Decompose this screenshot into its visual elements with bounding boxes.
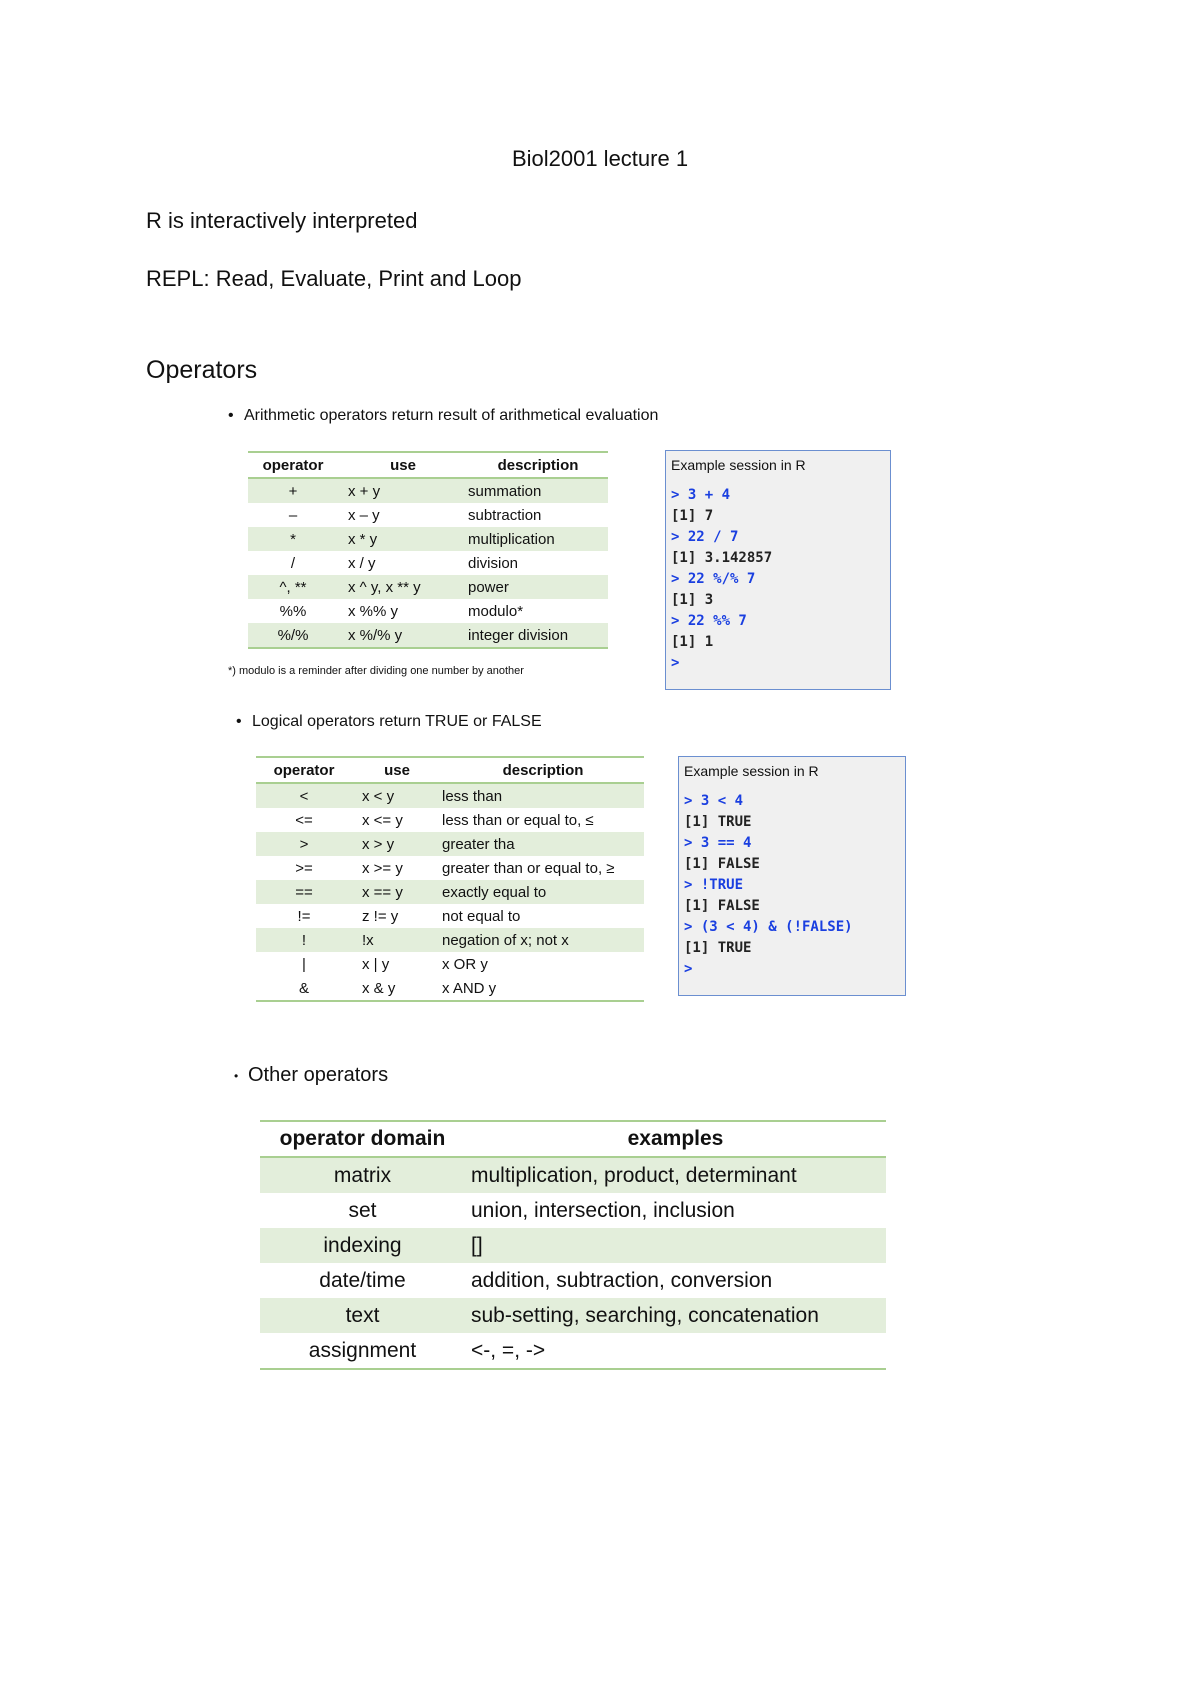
session-output-line: [1] 3	[671, 592, 714, 608]
cell-description: not equal to	[442, 907, 521, 925]
cell-operator: ==	[256, 880, 352, 904]
header-examples: examples	[465, 1121, 886, 1157]
table-header-row	[260, 1121, 886, 1157]
cell-domain: text	[260, 1298, 465, 1333]
header-description: description	[442, 757, 644, 783]
arithmetic-r-session-box	[665, 450, 891, 690]
arithmetic-operators-table	[248, 451, 608, 649]
table-row	[256, 928, 644, 952]
table-header-row	[256, 757, 644, 783]
table-row	[260, 1157, 886, 1193]
table-row	[248, 623, 608, 648]
cell-description: integer division	[468, 623, 608, 648]
bullet-arithmetic-text: Arithmetic operators return result of arithmetical evaluation	[244, 407, 659, 424]
cell-domain: date/time	[319, 1268, 406, 1292]
cell-use: x / y	[348, 554, 376, 572]
cell-description: negation of x; not x	[442, 928, 644, 952]
table-row	[256, 856, 644, 880]
table-row	[248, 599, 608, 623]
cell-use: x < y	[352, 783, 442, 808]
cell-use: z != y	[362, 907, 399, 925]
session-caption: Example session in R	[684, 763, 819, 779]
session-input-line: > 3 < 4	[684, 793, 744, 809]
cell-description: power	[468, 575, 608, 599]
table-row	[248, 527, 608, 551]
bullet-arithmetic	[228, 407, 658, 425]
table-row	[248, 478, 608, 503]
modulo-footnote: *) modulo is a reminder after dividing one number by another	[228, 665, 524, 677]
session-input-line: > (3 < 4) & (!FALSE)	[684, 919, 853, 935]
cell-use: x > y	[352, 832, 442, 856]
cell-operator: >=	[295, 859, 313, 877]
cell-description: exactly equal to	[442, 880, 644, 904]
cell-use: x & y	[352, 976, 442, 1001]
cell-description: greater tha	[442, 832, 644, 856]
cell-operator: +	[248, 478, 338, 503]
session-input-line: > 22 %/% 7	[671, 571, 756, 587]
session-output-line: [1] 1	[671, 634, 714, 650]
bullet-dot-icon: •	[228, 407, 234, 424]
cell-description: division	[468, 554, 519, 572]
cell-examples: <-, =, ->	[465, 1333, 886, 1369]
cell-use: !x	[352, 928, 442, 952]
table-row	[256, 976, 644, 1001]
cell-description: greater than or equal to, ≥	[442, 859, 615, 877]
table-row	[248, 503, 608, 527]
bullet-other-text: Other operators	[248, 1064, 389, 1086]
cell-operator: /	[290, 554, 296, 572]
cell-operator: >	[256, 832, 352, 856]
cell-domain: indexing	[260, 1228, 465, 1263]
cell-description: modulo*	[468, 602, 524, 620]
bullet-dot-icon: •	[236, 713, 242, 730]
session-output-line: [1] FALSE	[684, 898, 760, 914]
cell-use: x %% y	[348, 602, 399, 620]
cell-description: subtraction	[468, 506, 542, 524]
header-description: description	[468, 452, 608, 478]
cell-operator: <	[256, 783, 352, 808]
table-row	[260, 1298, 886, 1333]
table-row	[248, 551, 608, 575]
cell-description: less than	[442, 783, 644, 808]
session-output-line: [1] TRUE	[684, 940, 752, 956]
cell-description: summation	[468, 478, 608, 503]
table-row	[260, 1333, 886, 1369]
session-input-line: > 22 %% 7	[671, 613, 747, 629]
header-operator: operator	[256, 757, 352, 783]
intro-line-repl: REPL: Read, Evaluate, Print and Loop	[146, 266, 522, 291]
intro-line-interpreted: R is interactively interpreted	[146, 208, 418, 233]
header-operator: operator	[248, 452, 338, 478]
bullet-logical-text: Logical operators return TRUE or FALSE	[252, 713, 542, 730]
header-use: use	[352, 757, 442, 783]
cell-operator: <=	[295, 811, 313, 829]
cell-operator: |	[302, 955, 306, 973]
session-prompt: >	[671, 655, 680, 671]
cell-operator: !=	[297, 907, 311, 925]
cell-operator: &	[256, 976, 352, 1001]
cell-use: x == y	[352, 880, 442, 904]
cell-use: x <= y	[362, 811, 403, 829]
bullet-logical	[236, 713, 542, 731]
cell-operator: –	[288, 506, 298, 524]
cell-description: multiplication	[468, 527, 608, 551]
cell-operator: ^, **	[248, 575, 338, 599]
session-output-line: [1] 7	[671, 508, 714, 524]
table-row	[248, 575, 608, 599]
cell-domain: assignment	[260, 1333, 465, 1369]
cell-description: x OR y	[442, 955, 488, 973]
session-caption: Example session in R	[671, 457, 806, 473]
cell-operator: %/%	[248, 623, 338, 648]
cell-operator: %%	[279, 602, 307, 620]
cell-use: x + y	[338, 478, 468, 503]
header-operator-domain: operator domain	[260, 1121, 465, 1157]
logical-operators-table	[256, 756, 644, 1002]
cell-use: x * y	[338, 527, 468, 551]
header-use: use	[338, 452, 468, 478]
cell-use: x >= y	[362, 859, 403, 877]
table-row	[256, 832, 644, 856]
session-output-line: [1] FALSE	[684, 856, 760, 872]
session-input-line: > 3 + 4	[671, 487, 731, 503]
cell-use: x ^ y, x ** y	[338, 575, 468, 599]
cell-examples: multiplication, product, determinant	[465, 1157, 886, 1193]
cell-use: x %/% y	[338, 623, 468, 648]
cell-examples: sub-setting, searching, concatenation	[465, 1298, 886, 1333]
bullet-other	[234, 1064, 388, 1087]
session-input-line: > !TRUE	[684, 877, 744, 893]
cell-operator: *	[248, 527, 338, 551]
other-operators-table	[260, 1120, 886, 1370]
table-header-row	[248, 452, 608, 478]
cell-examples: union, intersection, inclusion	[471, 1198, 735, 1222]
table-row	[256, 808, 644, 832]
session-output-line: [1] TRUE	[684, 814, 752, 830]
cell-domain: set	[348, 1198, 377, 1222]
session-output-line: [1] 3.142857	[671, 550, 773, 566]
session-prompt: >	[684, 961, 693, 977]
table-row	[260, 1228, 886, 1263]
cell-use: x – y	[348, 506, 380, 524]
cell-description: less than or equal to, ≤	[442, 811, 594, 829]
cell-operator: !	[256, 928, 352, 952]
table-row	[256, 880, 644, 904]
cell-description: x AND y	[442, 976, 644, 1001]
session-input-line: > 22 / 7	[671, 529, 739, 545]
page-title: Biol2001 lecture 1	[511, 146, 689, 171]
bullet-dot-icon: •	[234, 1068, 239, 1083]
table-row	[260, 1263, 886, 1298]
table-row	[256, 783, 644, 808]
section-heading-operators: Operators	[146, 356, 258, 384]
table-row	[256, 904, 644, 928]
logical-r-session-box	[678, 756, 906, 996]
table-row	[256, 952, 644, 976]
table-row	[260, 1193, 886, 1228]
cell-domain: matrix	[260, 1157, 465, 1193]
cell-examples: addition, subtraction, conversion	[471, 1268, 773, 1292]
cell-use: x | y	[362, 955, 390, 973]
session-input-line: > 3 == 4	[684, 835, 752, 851]
cell-examples: []	[465, 1228, 886, 1263]
